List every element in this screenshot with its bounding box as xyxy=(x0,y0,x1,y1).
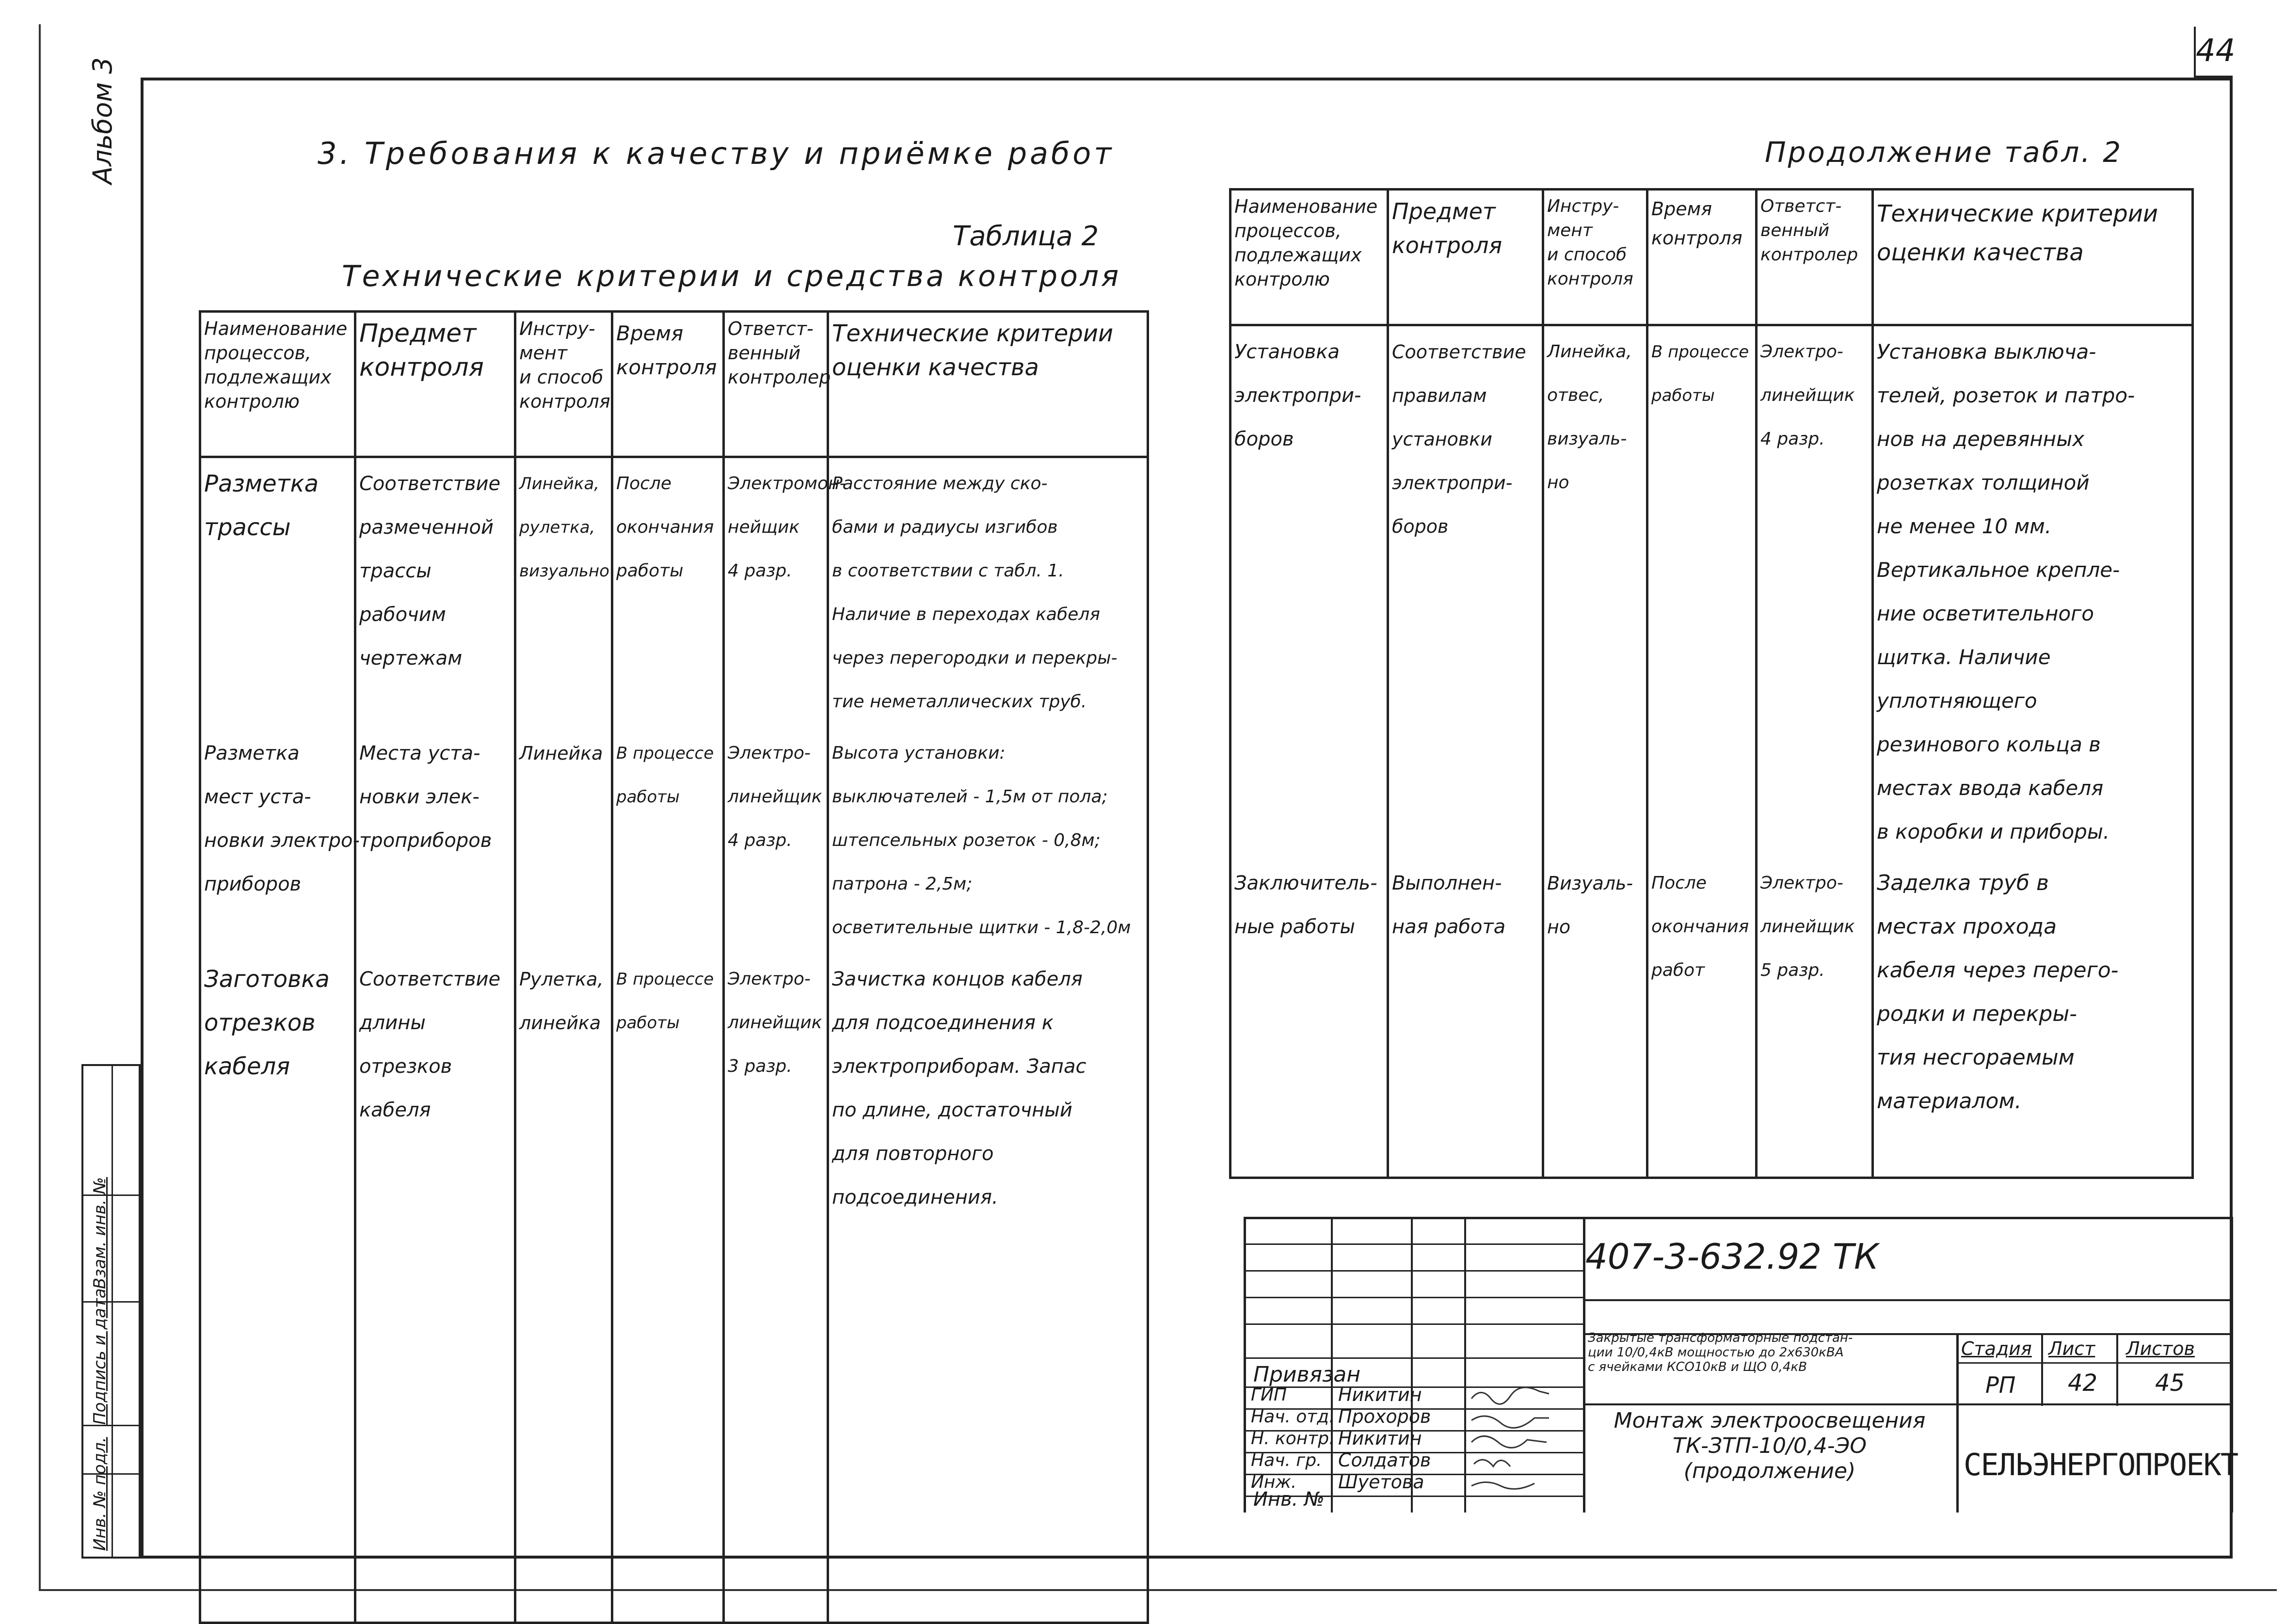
table-row xyxy=(200,728,1148,954)
cell-process: Установка электропри- боров xyxy=(1230,325,1388,858)
staff-roles xyxy=(1251,1384,1335,1493)
table-subtitle: Технические критерии и средства контроля xyxy=(342,259,1121,293)
header-tool: Инстру- мент и способ контроля xyxy=(515,312,612,457)
staff-role: Нач. гр. xyxy=(1251,1450,1322,1470)
signatures xyxy=(1467,1384,1578,1496)
document-code: 407-3-632.92 ТК xyxy=(1585,1236,1879,1277)
header-criteria: Технические критерии оценки качества xyxy=(1873,190,2193,325)
cell-time: В процессе работы xyxy=(612,728,724,954)
cell-responsible: Электромон- нейщик 4 разр. xyxy=(724,457,828,728)
cell-time: После окончания работы xyxy=(612,457,724,728)
table-label: Таблица 2 xyxy=(953,221,1099,252)
project-description: Закрытые трансформаторные подстан- ции 10/0,4кВ мощностью до 2х630кВА с ячейками КСО10кВ и ЩО 0,4кВ xyxy=(1588,1331,1853,1374)
header-criteria: Технические критерии оценки качества xyxy=(828,312,1148,457)
cell-tool: Линейка, рулетка, визуально xyxy=(515,457,612,728)
header-process: Наименование процессов, подлежащих контролю xyxy=(200,312,355,457)
page-number: 44 xyxy=(2194,27,2233,78)
cell-criteria: Зачистка концов кабеля для подсоединения к электроприборам. Запас по длине, достаточный для повторного подсоединения. xyxy=(828,954,1148,1623)
header-subject: Предмет контроля xyxy=(1388,190,1543,325)
cell-responsible: Электро- линейщик 3 разр. xyxy=(724,954,828,1623)
cell-process: Заготовка отрезков кабеля xyxy=(200,954,355,1623)
cell-criteria: Высота установки: выключателей - 1,5м от пола; штепсельных розеток - 0,8м; патрона - 2,5м; осветительные щитки - 1,8-2,0м xyxy=(828,728,1148,954)
cell-tool: Рулетка, линейка xyxy=(515,954,612,1623)
header-process: Наименование процессов, подлежащих контролю xyxy=(1230,190,1388,325)
section-title: 3. Требования к качеству и приёмке работ xyxy=(318,136,1115,171)
cell-subject: Выполнен- ная работа xyxy=(1388,858,1543,1178)
album-label: Альбом 3 xyxy=(87,57,118,184)
cell-responsible: Электро- линейщик 4 разр. xyxy=(1757,325,1873,858)
sheets-value: 45 xyxy=(2155,1369,2185,1397)
stage-label: Стадия xyxy=(1961,1338,2032,1359)
cell-criteria: Установка выключа- телей, розеток и патро- нов на деревянных розетках толщиной не менее 10 мм. Вертикальное крепле- ние осветительного щитка. Наличие уплотняющего резинового кольца в местах ввода кабеля в коробки и приборы. xyxy=(1873,325,2193,858)
cell-process: Заключитель- ные работы xyxy=(1230,858,1388,1178)
header-responsible: Ответст- венный контролер xyxy=(724,312,828,457)
sidebar-replace-label: Взам. инв. № xyxy=(90,1177,110,1289)
cell-time: После окончания работ xyxy=(1647,858,1757,1178)
table-header-row xyxy=(1230,190,2193,325)
header-responsible: Ответст- венный контролер xyxy=(1757,190,1873,325)
staff-name: Шуетова xyxy=(1338,1471,1424,1493)
signature-mark xyxy=(1474,1460,1510,1466)
continuation-label: Продолжение табл. 2 xyxy=(1765,136,2123,169)
cell-subject: Соответствие длины отрезков кабеля xyxy=(355,954,515,1623)
table-row xyxy=(200,457,1148,728)
staff-role: Нач. отд. xyxy=(1251,1407,1335,1427)
table-header-row xyxy=(200,312,1148,457)
staff-name: Прохоров xyxy=(1338,1406,1431,1427)
sheets-label: Листов xyxy=(2126,1338,2195,1359)
cell-responsible: Электро- линейщик 4 разр. xyxy=(724,728,828,954)
header-time: Время контроля xyxy=(1647,190,1757,325)
cell-process: Разметка трассы xyxy=(200,457,355,728)
cell-tool: Визуаль- но xyxy=(1543,858,1647,1178)
cell-subject: Соответствие размеченной трассы рабочим чертежам xyxy=(355,457,515,728)
staff-name: Никитин xyxy=(1338,1384,1422,1405)
sidebar-sign-label: Подпись и дата xyxy=(90,1288,110,1425)
table-row xyxy=(1230,858,2193,1178)
cell-time: В процессе работы xyxy=(1647,325,1757,858)
criteria-table-right xyxy=(1229,188,2194,1179)
header-time: Время контроля xyxy=(612,312,724,457)
inventory-label: Инв. № xyxy=(1253,1488,1325,1511)
signature-mark xyxy=(1471,1436,1547,1448)
signature-mark xyxy=(1471,1387,1549,1404)
table-row xyxy=(1230,325,2193,858)
attached-label: Привязан xyxy=(1253,1362,1361,1387)
staff-name: Никитин xyxy=(1338,1428,1422,1449)
table-row xyxy=(200,954,1148,1623)
organization-name: СЕЛЬЭНЕРГОПРОЕКТ xyxy=(1964,1447,2238,1482)
sidebar-stamp xyxy=(81,1064,141,1559)
criteria-table-left xyxy=(199,310,1149,1624)
cell-process: Разметка мест уста- новки электро- приборов xyxy=(200,728,355,954)
header-subject: Предмет контроля xyxy=(355,312,515,457)
stage-value: РП xyxy=(1985,1372,2016,1398)
cell-tool: Линейка, отвес, визуаль- но xyxy=(1543,325,1647,858)
cell-criteria: Расстояние между ско- бами и радиусы изгибов в соответствии с табл. 1. Наличие в переходах кабеля через перегородки и перекры- тие неметаллических труб. xyxy=(828,457,1148,728)
cell-tool: Линейка xyxy=(515,728,612,954)
staff-names xyxy=(1338,1384,1431,1493)
cell-time: В процессе работы xyxy=(612,954,724,1623)
cell-subject: Соответствие правилам установки электропри- боров xyxy=(1388,325,1543,858)
cell-responsible: Электро- линейщик 5 разр. xyxy=(1757,858,1873,1178)
signature-mark xyxy=(1471,1482,1534,1489)
staff-name: Солдатов xyxy=(1338,1449,1431,1471)
staff-role: Н. контр. xyxy=(1251,1429,1335,1449)
header-tool: Инстру- мент и способ контроля xyxy=(1543,190,1647,325)
staff-role: Инж. xyxy=(1251,1472,1297,1492)
sheet-label: Лист xyxy=(2048,1338,2095,1359)
signature-mark xyxy=(1471,1416,1549,1428)
staff-role: ГИП xyxy=(1251,1385,1287,1405)
sidebar-inv-label: Инв. № подл. xyxy=(90,1437,110,1551)
cell-subject: Места уста- новки элек- троприборов xyxy=(355,728,515,954)
sheet-title: Монтаж электроосвещения ТК-ЗТП-10/0,4-ЭО (продолжение) xyxy=(1614,1408,1926,1483)
sheet-value: 42 xyxy=(2068,1369,2098,1397)
cell-criteria: Заделка труб в местах прохода кабеля через перего- родки и перекры- тия несгораемым материалом. xyxy=(1873,858,2193,1178)
